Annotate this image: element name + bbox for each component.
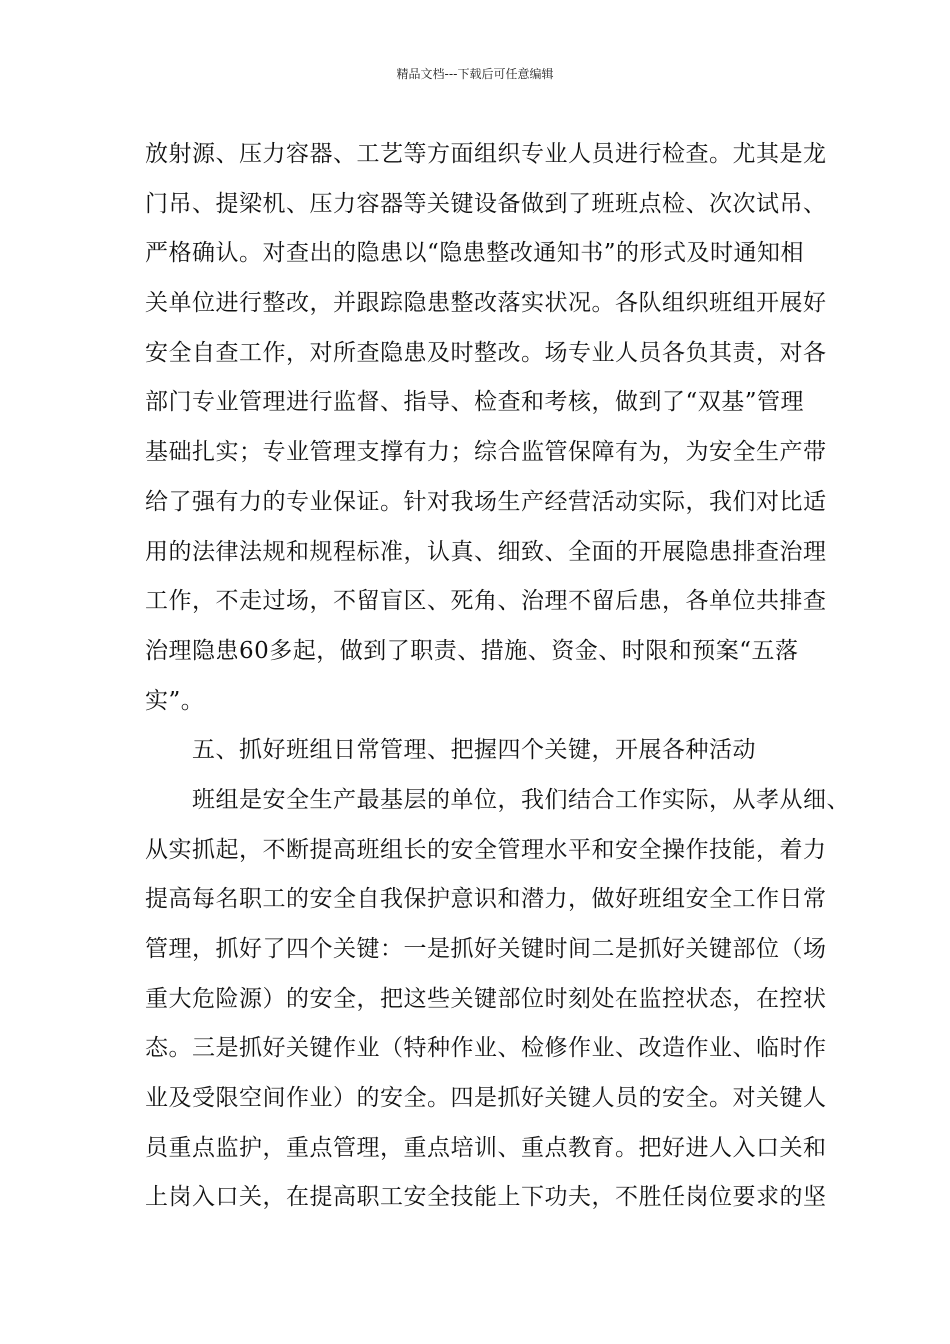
text-line: 给了强有力的专业保证。针对我场生产经营活动实际，我们对比适	[145, 488, 827, 515]
text-line: 五、抓好班组日常管理、把握四个关键，开展各种活动	[192, 737, 756, 764]
text-line: 关单位进行整改，并跟踪隐患整改落实状况。各队组织班组开展好	[145, 290, 827, 317]
text-line: 上岗入口关，在提高职工安全技能上下功夫，不胜任岗位要求的坚	[145, 1184, 827, 1211]
text-line: 基础扎实；专业管理支撑有力；综合监管保障有为，为安全生产带	[145, 439, 827, 466]
text-line: 从实抓起，不断提高班组长的安全管理水平和安全操作技能，着力	[145, 836, 827, 863]
document-body	[145, 130, 850, 1223]
text-line: 业及受限空间作业）的安全。四是抓好关键人员的安全。对关键人	[145, 1085, 827, 1112]
text-line: 治理隐患60多起，做到了职责、措施、资金、时限和预案“五落	[145, 637, 799, 664]
text-line: 用的法律法规和规程标准，认真、细致、全面的开展隐患排查治理	[145, 538, 827, 565]
text-line: 门吊、提梁机、压力容器等关键设备做到了班班点检、次次试吊、	[145, 190, 827, 217]
text-line: 班组是安全生产最基层的单位，我们结合工作实际，从孝从细、	[192, 786, 850, 813]
text-line: 态。三是抓好关键作业（特种作业、检修作业、改造作业、临时作	[145, 1035, 827, 1062]
text-line: 管理，抓好了四个关键：一是抓好关键时间二是抓好关键部位（场	[145, 936, 827, 962]
text-line: 部门专业管理进行监督、指导、检查和考核，做到了“双基”管理	[145, 389, 805, 416]
text-line: 安全自查工作，对所查隐患及时整改。场专业人员各负其责，对各	[145, 339, 827, 366]
text-line: 实”。	[145, 687, 205, 714]
text-line: 提高每名职工的安全自我保护意识和潜力，做好班组安全工作日常	[145, 886, 827, 913]
text-line: 严格确认。对查出的隐患以“隐患整改通知书”的形式及时通知相	[145, 240, 805, 267]
page-header: 精品文档---下载后可任意编辑	[396, 67, 554, 81]
text-line: 工作，不走过场，不留盲区、死角、治理不留后患，各单位共排查	[145, 588, 827, 615]
text-line: 员重点监护，重点管理，重点培训、重点教育。把好进人入口关和	[145, 1134, 827, 1161]
text-line: 放射源、压力容器、工艺等方面组织专业人员进行检查。尤其是龙	[145, 141, 827, 167]
text-line: 重大危险源）的安全，把这些关键部位时刻处在监控状态，在控状	[145, 985, 827, 1012]
